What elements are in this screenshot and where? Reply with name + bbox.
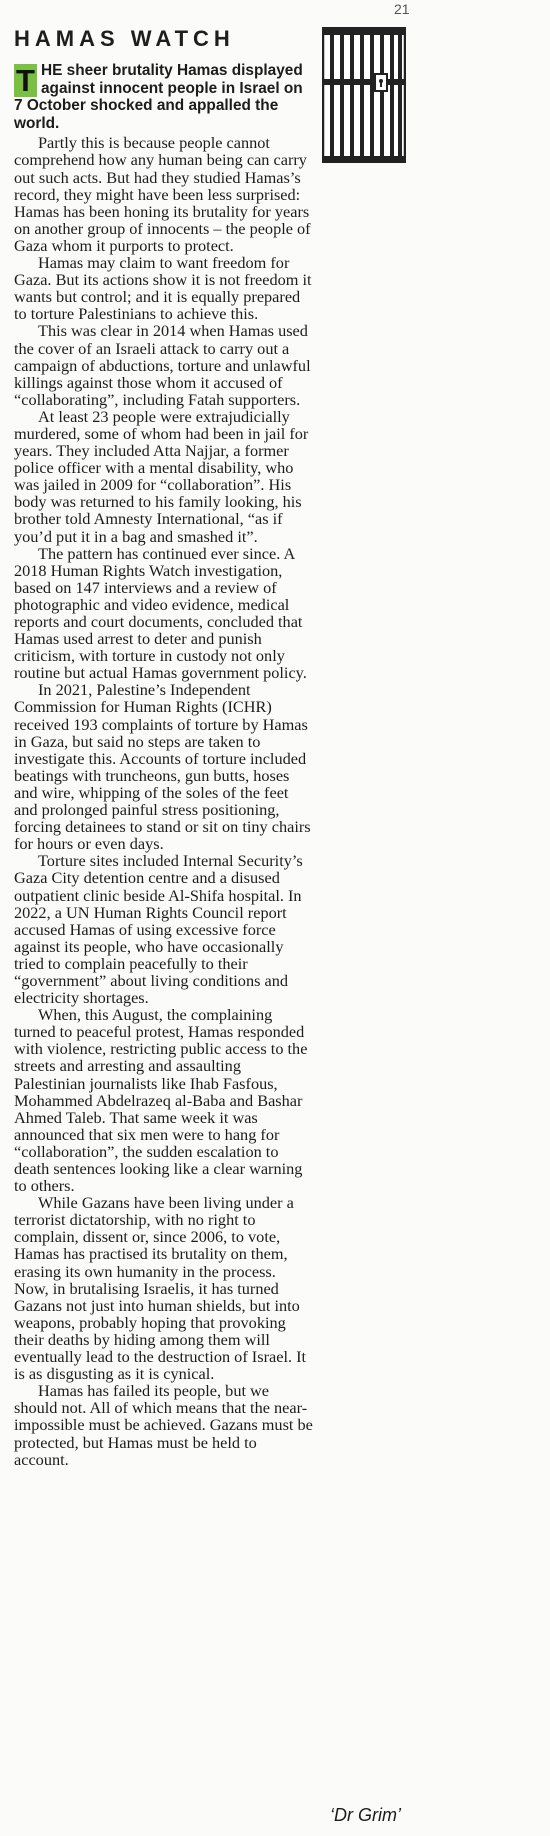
body-paragraph: When, this August, the complaining turned to peaceful protest, Hamas responded with violence, restricting public access to the streets and arresting and assaulting Palestinian journalists like Ihab Fasfous, Mohammed Abdelrazeq al-Baba and Bashar Ahmed Taleb. That same week it was announced that six men were to hang for “collaboration”, the sudden escalation to death sentences looking like a clear warning to others. — [14, 1005, 308, 1196]
body-paragraph: Hamas may claim to want freedom for Gaza. But its actions show it is not freedom it wants but control; and it is equally prepared to torture Palestinians to achieve this. — [14, 253, 312, 324]
body-paragraph: The pattern has continued ever since. A 2018 Human Rights Watch investigation, based on 147 interviews and a review of photographic and video evidence, medical reports and court documents, concluded that Hamas used arrest to deter and punish criticism, with torture in custody not only routine but actual Hamas government policy. — [14, 543, 307, 683]
column-title: HAMAS WATCH — [14, 26, 235, 51]
body-paragraph: Partly this is because people cannot comprehend how any human being can carry out such acts. But had they studied Hamas’s record, they might have been less surprised: Hamas has been honing its brutality for years on another group of innocents – the people of Gaza whom it purports to protect. — [14, 133, 311, 255]
body-paragraph: Torture sites included Internal Security’s Gaza City detention centre and a disused outpatient clinic beside Al-Shifa hospital. In 2022, a UN Human Rights Council report accused Hamas of using excessive force against its people, who have occasionally tried to complain peacefully to their “government” about living conditions and electricity shortages. — [14, 851, 303, 1008]
body-paragraph: At least 23 people were extrajudicially murdered, some of whom had been in jail for years. They included Atta Najjar, a former police officer with a mental disability, who was jailed in 2009 for “collaboration”. His body was returned to his family looking, his brother told Amnesty International, “as if you’d put it in a bag and smashed it”. — [14, 406, 309, 546]
article-body — [14, 62, 314, 1468]
prison-bars-icon — [322, 27, 406, 163]
page-number: 21 — [394, 1, 410, 17]
body-paragraph: Hamas has failed its people, but we should not. All of which means that the near-impossible must be achieved. Gazans must be protected, but Hamas must be held to account. — [14, 1381, 313, 1469]
body-paragraph: This was clear in 2014 when Hamas used the cover of an Israeli attack to carry out a campaign of abductions, torture and unlawful killings against those whom it accused of “collaborating”, including Fatah supporters. — [14, 321, 311, 409]
body-paragraph: While Gazans have been living under a terrorist dictatorship, with no right to complain, dissent or, since 2006, to vote, Hamas has practised its brutality on them, erasing its own humanity in the process. Now, in brutalising Israelis, it has turned Gazans not just into human shields, but into weapons, probably hoping that provoking their deaths by hiding among them will eventually lead to the destruction of Israel. It is as disgusting as it is cynical. — [14, 1193, 307, 1384]
body-paragraph: In 2021, Palestine’s Independent Commission for Human Rights (ICHR) received 193 complaints of torture by Hamas in Gaza, but said no steps are taken to investigate this. Accounts of torture included beatings with truncheons, gun butts, hoses and wire, whipping of the soles of the feet and prolonged painful stress positioning, forcing detainees to stand or sit on tiny chairs for hours or even days. — [14, 680, 311, 854]
lede-paragraph: HE sheer brutality Hamas displayed against innocent people in Israel on 7 October shocked and appalled the world. — [14, 62, 303, 132]
drop-cap: T — [14, 64, 37, 97]
byline: ‘Dr Grim’ — [330, 1805, 401, 1825]
